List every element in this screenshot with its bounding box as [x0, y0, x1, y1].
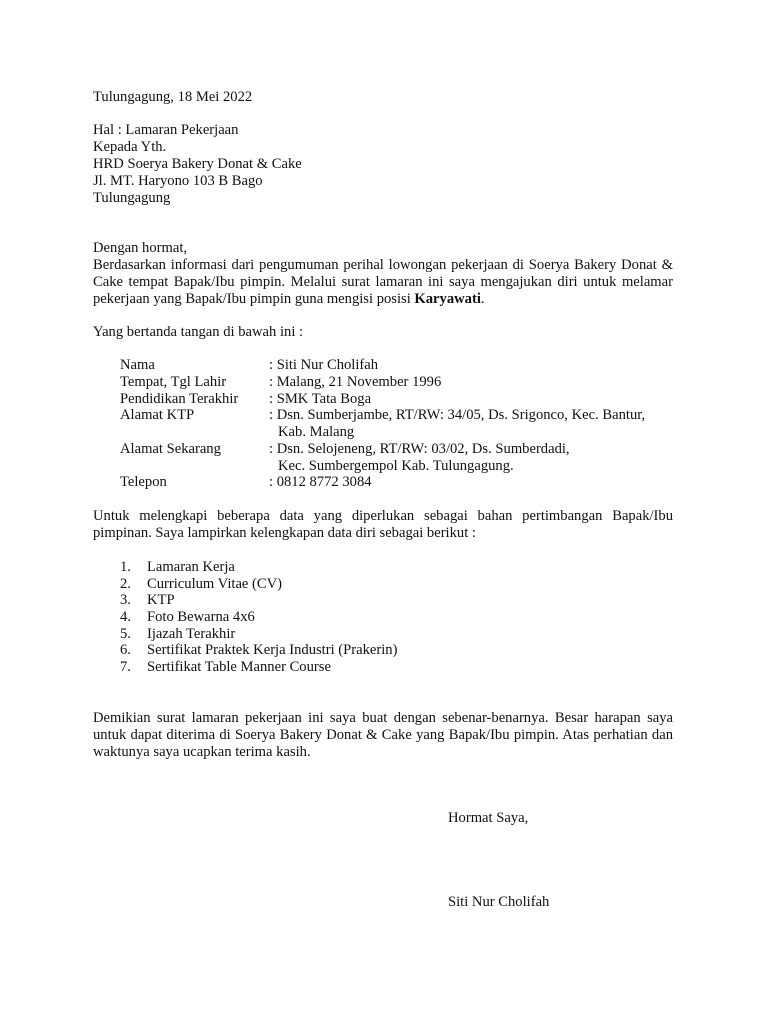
detail-value: : SMK Tata Boga: [269, 391, 372, 407]
attachment-text: Sertifikat Table Manner Course: [147, 659, 331, 675]
detail-label: Alamat Sekarang: [120, 441, 221, 457]
detail-value-continued: Kab. Malang: [278, 424, 355, 440]
attachment-item: [120, 626, 235, 643]
detail-value: : Siti Nur Cholifah: [269, 357, 379, 373]
attachment-item: [120, 592, 175, 609]
attachment-text: Curriculum Vitae (CV): [147, 576, 283, 592]
undersigned-line: Yang bertanda tangan di bawah ini :: [93, 324, 304, 340]
attachment-number: 2.: [120, 576, 131, 592]
attachment-item: [120, 642, 397, 659]
attachment-text: Sertifikat Praktek Kerja Industri (Prakerin): [147, 642, 398, 658]
attachment-text: Ijazah Terakhir: [147, 626, 236, 642]
attachment-number: 4.: [120, 609, 131, 625]
signer-name: Siti Nur Cholifah: [448, 894, 550, 910]
place-date: Tulungagung, 18 Mei 2022: [93, 89, 253, 105]
detail-label: Alamat KTP: [120, 407, 195, 423]
intro-paragraph: [93, 257, 673, 307]
greeting: Dengan hormat,: [93, 240, 188, 256]
intro-end: .: [480, 290, 485, 307]
detail-label: Tempat, Tgl Lahir: [120, 374, 227, 390]
attachment-text: Foto Bewarna 4x6: [147, 609, 255, 625]
detail-value: : Malang, 21 November 1996: [269, 374, 442, 390]
attachment-text: KTP: [147, 592, 175, 608]
detail-label: Telepon: [120, 474, 167, 490]
detail-value: : Dsn. Sumberjambe, RT/RW: 34/05, Ds. Srigonco, Kec. Bantur,: [269, 407, 646, 423]
detail-value-continued: Kec. Sumbergempol Kab. Tulungagung.: [278, 458, 514, 474]
attachment-number: 6.: [120, 642, 131, 658]
attachment-text: Lamaran Kerja: [147, 559, 235, 575]
signoff: Hormat Saya,: [448, 810, 529, 826]
attachment-intro: Untuk melengkapi beberapa data yang diperlukan sebagai bahan pertimbangan Bapak/Ibu pimpinan. Saya lampirkan kelengkapan data diri sebagai berikut :: [93, 508, 673, 541]
attachment-number: 7.: [120, 659, 131, 675]
position-name: Karyawati: [414, 290, 481, 307]
detail-value: : Dsn. Selojeneng, RT/RW: 03/02, Ds. Sumberdadi,: [269, 441, 570, 457]
recipient-address: Jl. MT. Haryono 103 B Bago: [93, 173, 263, 189]
closing-paragraph: Demikian surat lamaran pekerjaan ini saya buat dengan sebenar-benarnya. Besar harapan saya untuk dapat diterima di Soerya Bakery Donat & Cake yang Bapak/Ibu pimpin. Atas perhatian dan waktunya saya ucapkan terima kasih.: [93, 710, 673, 760]
recipient-salutation: Kepada Yth.: [93, 139, 167, 155]
attachment-item: [120, 559, 235, 576]
attachment-number: 3.: [120, 592, 131, 608]
recipient-city: Tulungagung: [93, 190, 171, 206]
detail-label: Nama: [120, 357, 155, 373]
detail-label: Pendidikan Terakhir: [120, 391, 239, 407]
attachment-item: [120, 576, 282, 593]
attachment-number: 5.: [120, 626, 131, 642]
intro-text: Berdasarkan informasi dari pengumuman perihal lowongan pekerjaan di Soerya Bakery Donat & Cake tempat Bapak/Ibu pimpin. Melalui surat lamaran ini saya mengajukan diri untuk melamar pekerjaan yang Bapak/Ibu pimpin guna mengisi posisi: [93, 257, 673, 307]
detail-value: : 0812 8772 3084: [269, 474, 372, 490]
attachment-number: 1.: [120, 559, 131, 575]
subject-line: Hal : Lamaran Pekerjaan: [93, 122, 239, 138]
recipient-name: HRD Soerya Bakery Donat & Cake: [93, 156, 302, 172]
attachment-item: [120, 659, 331, 676]
attachment-item: [120, 609, 255, 626]
